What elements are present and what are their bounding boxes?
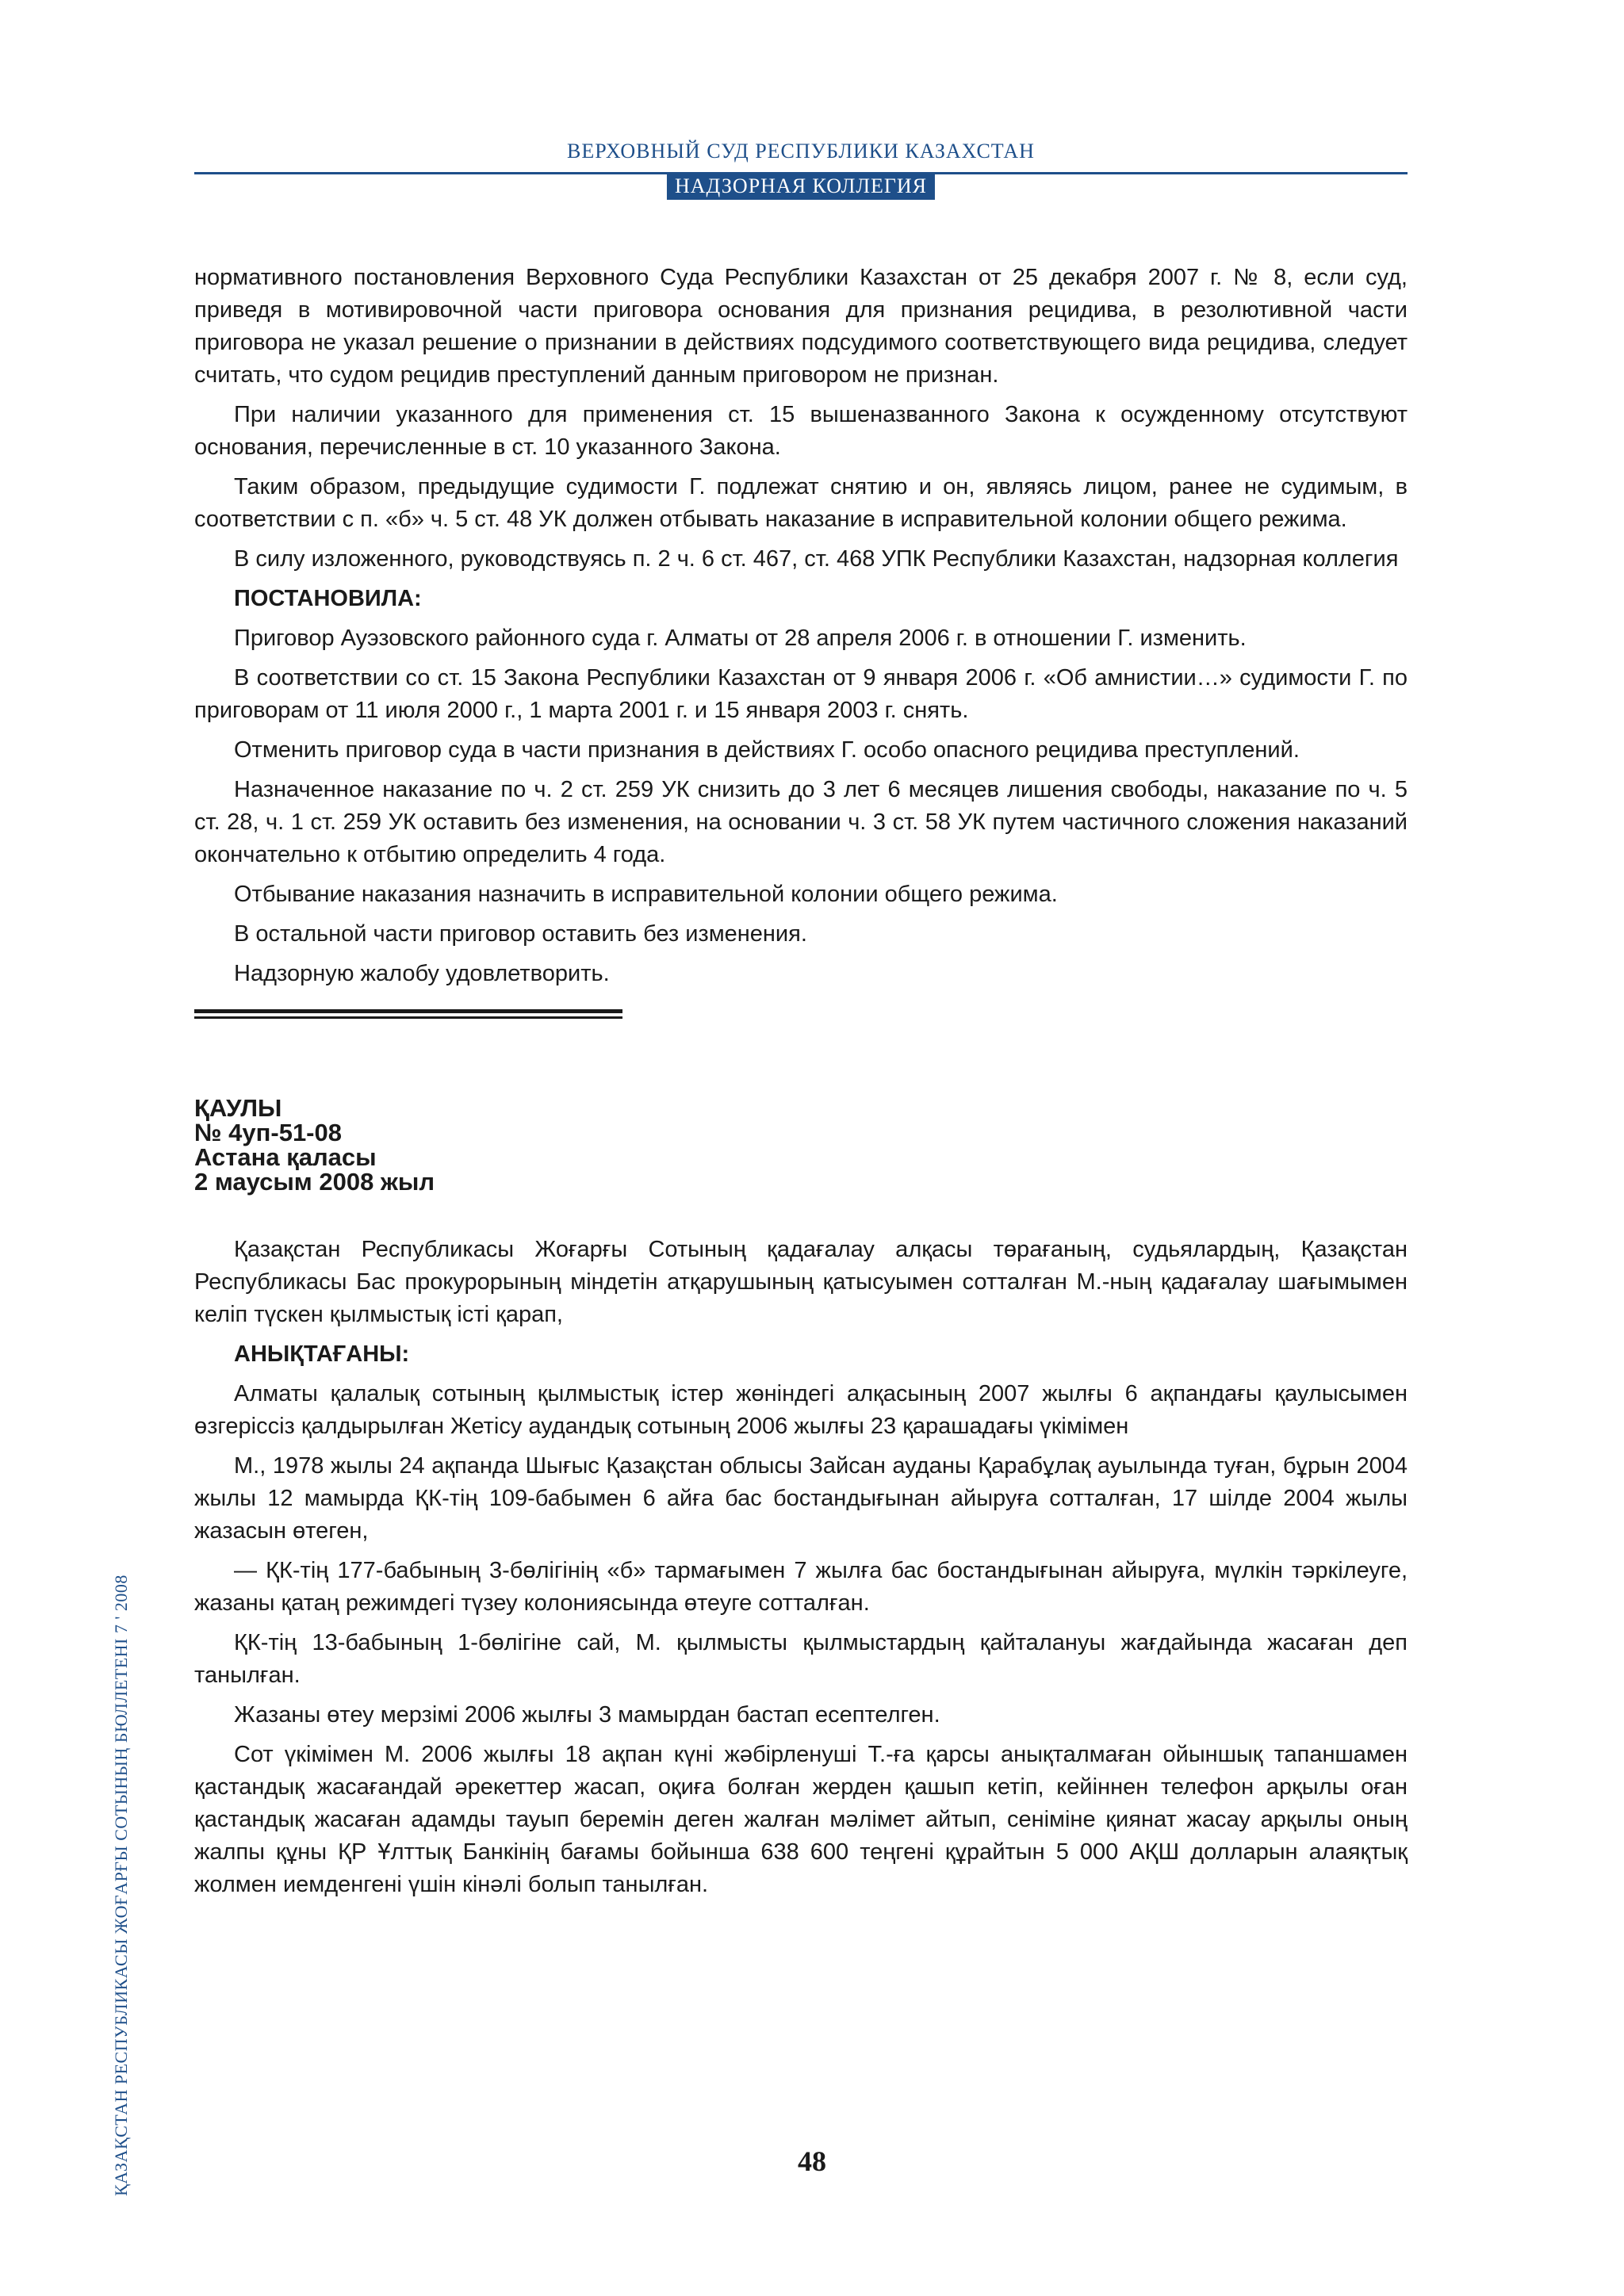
board-name-badge: НАДЗОРНАЯ КОЛЛЕГИЯ <box>667 174 935 200</box>
paragraph: Қазақстан Республикасы Жоғарғы Сотының қадағалау алқасы төрағаның, судьялардың, Қазақстан Республикасы Бас прокурорының міндетін атқарушының қатысуымен сотталған М.-ның қадағалау шағымымен келіп түскен қылмыстық істі қарап, <box>194 1237 1408 1327</box>
court-name: ВЕРХОВНЫЙ СУД РЕСПУБЛИКИ КАЗАХСТАН <box>567 140 1035 163</box>
paragraph: ҚК-тің 13-бабының 1-бөлігіне сай, М. қылмысты қылмыстардың қайталануы жағдайында жасаған деп танылған. <box>194 1630 1408 1688</box>
ruling-item: Приговор Ауэзовского районного суда г. Алматы от 28 апреля 2006 г. в отношении Г. изменить. <box>234 626 1247 651</box>
page-number: 48 <box>798 2145 826 2177</box>
decision-title: ҚАУЛЫ <box>194 1094 282 1122</box>
decision-date: 2 маусым 2008 жыл <box>194 1168 435 1196</box>
ruling-item: Отбывание наказания назначить в исправительной колонии общего режима. <box>234 882 1058 907</box>
paragraph: Алматы қалалық сотының қылмыстық істер жөніндегі алқасының 2007 жылғы 6 ақпандағы қаулысымен өзгеріссіз қалдырылған Жетісу аудандық сотының 2006 жылғы 23 қарашадағы үкімімен <box>194 1381 1408 1439</box>
ruling-item: В соответствии со ст. 15 Закона Республики Казахстан от 9 января 2006 г. «Об амнистии…» судимости Г. по приговорам от 11 июля 2000 г., 1 марта 2001 г. и 15 января 2003 г. снять. <box>194 665 1408 723</box>
paragraph: нормативного постановления Верховного Суда Республики Казахстан от 25 декабря 2007 г. № 8, если суд, приведя в мотивировочной части приговора основания для признания рецидива, в резолютивной части приговора не указал решение о признании в действиях подсудимого соответствующего вида рецидива, следует считать, что судом рецидив преступлений данным приговором не признан. <box>194 265 1408 388</box>
paragraph: При наличии указанного для применения ст. 15 вышеназванного Закона к осужденному отсутствуют основания, перечисленные в ст. 10 указанного Закона. <box>194 402 1408 460</box>
paragraph: Жазаны өтеу мерзімі 2006 жылғы 3 мамырдан бастап есептелген. <box>234 1702 940 1728</box>
ruling-heading: ПОСТАНОВИЛА: <box>234 586 422 611</box>
paragraph: — ҚК-тің 177-бабының 3-бөлігінің «б» тармағымен 7 жылға бас бостандығынан айыруға, мүлкін тәркілеуге, жазаны қатаң режимдегі түзеу колониясында өтеуге сотталған. <box>194 1558 1408 1616</box>
findings-heading: АНЫҚТАҒАНЫ: <box>234 1341 410 1367</box>
running-header <box>194 140 1408 203</box>
paragraph: Сот үкімімен М. 2006 жылғы 18 ақпан күні жәбірленуші Т.-ға қарсы анықталмаған ойыншық тапаншамен қастандық жасағандай әрекеттер жасап, оқиға болған жерден қашып кетіп, кейіннен телефон арқылы оған қастандық жасаған адамды тауып беремін деген жалған мәлімет айтып, сеніміне қиянат жасау арқылы оның жалпы құны ҚР Ұлттық Банкінің бағамы бойынша 638 600 теңгені құрайтын 5 000 АҚШ долларын алаяқтық жолмен иемденгені үшін кінәлі болып танылған. <box>194 1742 1408 1897</box>
decision-number: № 4уп-51-08 <box>194 1119 342 1146</box>
ruling-item: Назначенное наказание по ч. 2 ст. 259 УК снизить до 3 лет 6 месяцев лишения свободы, наказание по ч. 5 ст. 28, ч. 1 ст. 259 УК оставить без изменения, на основании ч. 3 ст. 58 УК путем частичного сложения наказаний окончательно к отбытию определить 4 года. <box>194 777 1408 867</box>
section-divider <box>194 1009 622 1019</box>
ruling-item: Надзорную жалобу удовлетворить. <box>234 961 610 986</box>
decision-header <box>194 1096 1408 1194</box>
paragraph: В силу изложенного, руководствуясь п. 2 ч. 6 ст. 467, ст. 468 УПК Республики Казахстан, надзорная коллегия <box>234 546 1399 572</box>
page-content <box>194 262 1408 1908</box>
paragraph: Таким образом, предыдущие судимости Г. подлежат снятию и он, являясь лицом, ранее не судимым, в соответствии с п. «б» ч. 5 ст. 48 УК должен отбывать наказание в исправительной колонии общего режима. <box>194 474 1408 532</box>
ruling-item: В остальной части приговор оставить без изменения. <box>234 921 807 947</box>
decision-city: Астана қаласы <box>194 1143 377 1171</box>
sidebar-journal-title: ҚАЗАҚСТАН РЕСПУБЛИКАСЫ ЖОҒАРҒЫ СОТЫНЫҢ БЮЛЛЕТЕНІ 7 ' 2008 <box>111 1575 131 2196</box>
ruling-item: Отменить приговор суда в части признания в действиях Г. особо опасного рецидива преступлений. <box>234 737 1300 763</box>
paragraph: М., 1978 жылы 24 ақпанда Шығыс Қазақстан облысы Зайсан ауданы Қарабұлақ ауылында туған, бұрын 2004 жылы 12 мамырда ҚК-тің 109-бабымен 6 айға бас бостандығынан айыруға сотталған, 17 шілде 2004 жылы жазасын өтеген, <box>194 1453 1408 1544</box>
